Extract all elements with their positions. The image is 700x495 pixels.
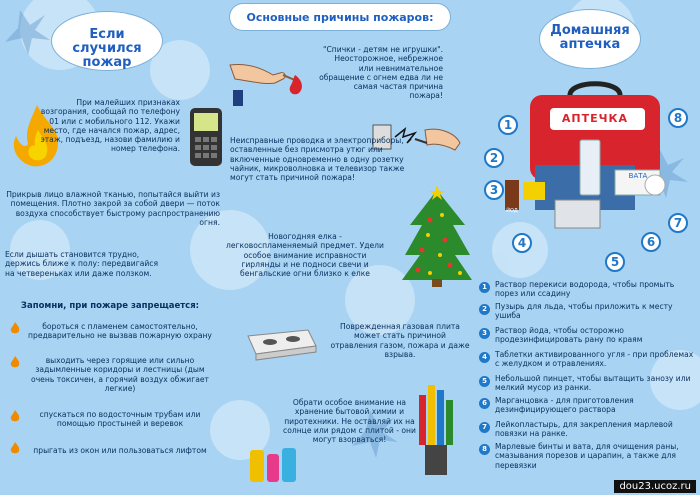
- kit-item-5: Небольшой пинцет, чтобы вытащить занозу или мелкий мусор из ранки.: [495, 374, 691, 393]
- flame-bullet-icon: [10, 410, 20, 422]
- hand-with-match-icon: [225, 45, 315, 110]
- flame-bullet-icon: [10, 356, 20, 368]
- kit-item-3: Раствор йода, чтобы осторожно продезинфицировать рану по краям: [495, 326, 643, 345]
- forbidden-title: Запомни, при пожаре запрещается:: [20, 301, 200, 311]
- forbidden-item-4: прыгать из окон или пользоваться лифтом: [33, 446, 207, 455]
- list-number-7: 7: [479, 422, 490, 433]
- list-number-2: 2: [479, 304, 490, 315]
- list-number-4: 4: [479, 352, 490, 363]
- list-number-8: 8: [479, 444, 490, 455]
- list-number-1: 1: [479, 282, 490, 293]
- left-title: Если случился пожар: [72, 27, 142, 70]
- kit-item-8: Марлевые бинты и вата, для очищения раны, смазывания порезов и царапин, а также для перевязки: [495, 442, 679, 470]
- cause-gas-stove: Поврежденная газовая плита может стать причиной отравления газом, пожара и даже взрыва.: [330, 322, 470, 359]
- kit-item-2: Пузырь для льда, чтобы приложить к месту ушиба: [495, 302, 673, 321]
- gas-stove-icon: [238, 322, 318, 362]
- left-para-crawl: Если дышать становится трудно, держись ближе к полу: передвигайся на четвереньках или даже ползком.: [5, 250, 159, 278]
- kit-item-4: Таблетки активированного угля - при проблемах с желудком и отравлениях.: [495, 350, 694, 369]
- kit-item-6: Марганцовка - для приготовления дезинфицирующего раствора: [495, 396, 634, 415]
- list-number-3: 3: [479, 328, 490, 339]
- kit-number-5: 5: [605, 252, 625, 272]
- household-chemicals-icon: [245, 440, 305, 485]
- list-number-5: 5: [479, 376, 490, 387]
- kit-number-6: 6: [641, 232, 661, 252]
- forbidden-item-2: выходить через горящие или сильно задымленные коридоры и лестницы (дым очень токсичен, а горячий воздух обжигает легкие): [31, 356, 209, 393]
- cause-matches: "Спички - детям не игрушки". Неосторожное, небрежное или невнимательное обращение с огнем едва ли не самая частая причина пожара!: [319, 45, 443, 101]
- kit-number-4: 4: [512, 233, 532, 253]
- flame-bullet-icon: [10, 322, 20, 334]
- kit-number-8: 8: [668, 108, 688, 128]
- center-title: Основные причины пожаров:: [246, 11, 434, 24]
- right-title: Домашняя аптечка: [550, 23, 630, 52]
- flame-bullet-icon: [10, 442, 20, 454]
- forbidden-item-3: спускаться по водосточным трубам или помощью простыней и веревок: [39, 410, 201, 429]
- mobile-phone-icon: [185, 105, 230, 170]
- kit-number-1: 1: [498, 115, 518, 135]
- cause-chemicals: Обрати особое внимание на хранение бытовой химии и пиротехники. Не оставляй их на солнце или рядом с плитой - они могут взорваться!: [283, 398, 416, 445]
- cause-christmas-tree: Новогодняя елка - легковоспламеняемый предмет. Удели особое внимание исправности гирлянды и не подноси свечи и бенгальские огни близко к елке: [226, 232, 384, 279]
- kit-bag-label: АПТЕЧКА: [561, 112, 629, 125]
- kit-item-1: Раствор перекиси водорода, чтобы промыть порез или ссадину: [495, 280, 675, 299]
- left-para-exit: Прикрыв лицо влажной тканью, попытайся выйти из помещения. Плотно закрой за собой двери — поток воздуха способствует быстрому распространению огня.: [6, 190, 220, 227]
- site-watermark[interactable]: dou23.ucoz.ru: [614, 480, 696, 493]
- kit-number-3: 3: [484, 180, 504, 200]
- kit-number-2: 2: [484, 148, 504, 168]
- left-para-call: При малейших признаках возгорания, сообщай по телефону 01 или с мобильного 112. Укажи место, где начался пожар, адрес, этаж, подъезд, назови фамилию и номер телефона.: [40, 98, 180, 154]
- kit-cotton-label: ВАТА: [628, 172, 648, 180]
- kit-iodine-label: ЙОД: [506, 208, 518, 214]
- list-number-6: 6: [479, 398, 490, 409]
- forbidden-item-1: бороться с пламенем самостоятельно, предварительно не вызвав пожарную охрану: [28, 322, 212, 341]
- cause-electrical: Неисправные проводка и электроприборы, оставленные без присмотра утюг или включенные одновременно в одну розетку чайник, микроволновка и телевизор также могут стать причиной пожара!: [230, 136, 405, 183]
- christmas-tree-icon: [400, 185, 475, 290]
- first-aid-kit-illustration: [495, 70, 665, 250]
- kit-number-7: 7: [668, 213, 688, 233]
- fireworks-icon: [415, 375, 460, 485]
- kit-item-7: Лейкопластырь, для закрепления марлевой повязки на ранке.: [495, 420, 673, 439]
